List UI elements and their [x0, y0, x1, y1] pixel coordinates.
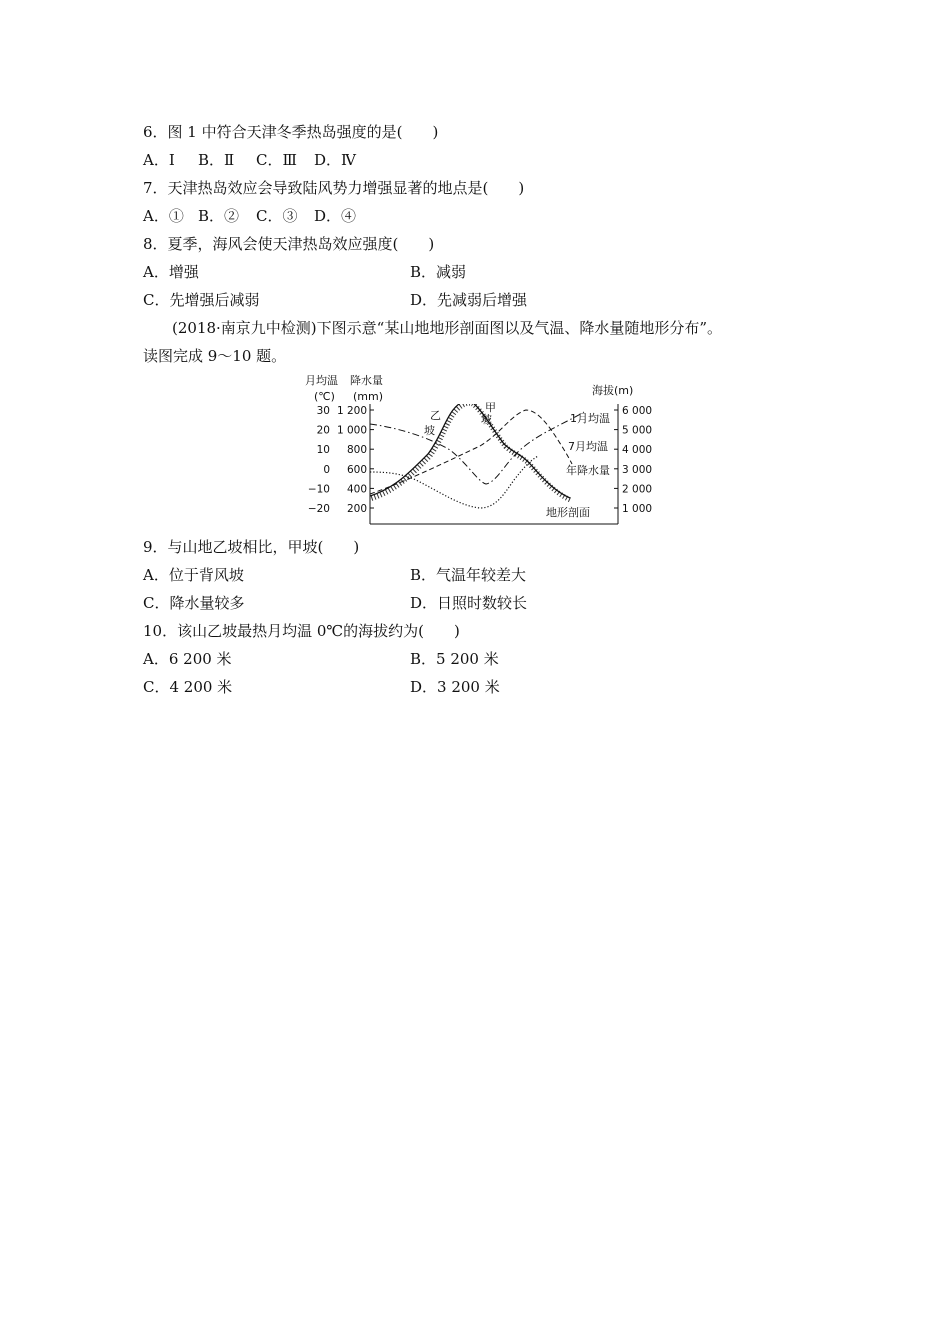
precip-tick-label: 1 000: [336, 424, 367, 437]
intro-line-1: (2018·南京九中检测)下图示意“某山地地形剖面图以及气温、降水量随地形分布”。: [172, 319, 722, 337]
elev-tick-label: 4 000: [622, 444, 653, 457]
annual-precip-line: [370, 456, 538, 508]
q8-option-d: D．先减弱后增强: [410, 291, 528, 309]
temp-tick-label: 20: [316, 424, 330, 437]
legend-jul-temp: 7月均温: [568, 440, 608, 453]
q7-option-a: A．①: [143, 207, 184, 225]
q6-option-a: A．Ⅰ: [143, 151, 175, 169]
precip-tick-label: 1 200: [336, 405, 367, 417]
elev-tick-label: 5 000: [622, 424, 653, 437]
elev-axis-label: 海拔(m): [592, 384, 634, 397]
elev-tick-label: 2 000: [622, 483, 653, 496]
jul-temp-line: [370, 410, 572, 494]
profile-chart: [300, 370, 660, 530]
q7-option-c: C．③: [256, 207, 298, 225]
temp-tick-labels: [308, 405, 330, 515]
q9-stem: 9．与山地乙坡相比，甲坡( ): [143, 538, 360, 556]
temp-tick-label: −20: [307, 503, 330, 515]
legend-jan-temp: 1月均温: [570, 412, 610, 425]
legend-annual-precip: 年降水量: [566, 464, 610, 477]
jan-temp-line: [370, 412, 584, 484]
elev-tick-label: 3 000: [622, 463, 653, 476]
slope-yi-char2: 坡: [424, 424, 435, 437]
q6-option-d: D．Ⅳ: [314, 151, 357, 169]
q8-option-b: B．减弱: [410, 263, 467, 281]
temp-tick-label: 30: [316, 405, 330, 417]
precip-tick-labels: [337, 405, 367, 515]
intro-line-2: 读图完成 9～10 题。: [143, 347, 287, 365]
q6-option-c: C．Ⅲ: [256, 151, 297, 169]
q10-option-d: D．3 200 米: [410, 678, 500, 696]
q9-option-a: A．位于背风坡: [143, 566, 244, 584]
q9-option-c: C．降水量较多: [143, 594, 245, 612]
q7-option-b: B．②: [198, 207, 240, 225]
q10-stem: 10．该山乙坡最热月均温 0℃的海拔约为( ): [143, 622, 460, 640]
precip-axis-label: 降水量: [350, 374, 383, 387]
slope-jia-char2: 坡: [481, 413, 492, 426]
elev-tick-label: 6 000: [622, 405, 653, 417]
legend-terrain: 地形剖面: [546, 506, 590, 519]
q7-option-d: D．④: [314, 207, 357, 225]
elev-tick-label: 1 000: [622, 503, 653, 515]
q6-option-b: B．Ⅱ: [198, 151, 235, 169]
q10-option-b: B．5 200 米: [410, 650, 499, 668]
temp-tick-label: −10: [307, 483, 330, 496]
precip-tick-label: 200: [346, 503, 367, 515]
q10-option-a: A．6 200 米: [143, 650, 232, 668]
temp-axis-unit: (℃): [314, 390, 335, 403]
q10-option-c: C．4 200 米: [143, 678, 233, 696]
slope-jia-char1: 甲: [485, 401, 496, 414]
q7-stem: 7．天津热岛效应会导致陆风势力增强显著的地点是( ): [143, 179, 525, 197]
q8-option-a: A．增强: [143, 263, 199, 281]
q9-option-d: D．日照时数较长: [410, 594, 528, 612]
temp-tick-label: 10: [316, 444, 330, 457]
precip-tick-label: 600: [346, 463, 367, 476]
precip-tick-label: 400: [346, 483, 367, 496]
q8-stem: 8．夏季，海风会使天津热岛效应强度( ): [143, 235, 435, 253]
temp-tick-label: 0: [323, 463, 330, 476]
q8-option-c: C．先增强后减弱: [143, 291, 260, 309]
slope-yi-char1: 乙: [430, 409, 441, 422]
temp-axis-label: 月均温: [305, 374, 338, 387]
elev-tick-labels: [622, 405, 652, 515]
precip-axis-unit: (mm): [353, 390, 384, 403]
precip-tick-label: 800: [346, 444, 367, 457]
q6-stem: 6．图 1 中符合天津冬季热岛强度的是( ): [143, 123, 439, 141]
q9-option-b: B．气温年较差大: [410, 566, 527, 584]
